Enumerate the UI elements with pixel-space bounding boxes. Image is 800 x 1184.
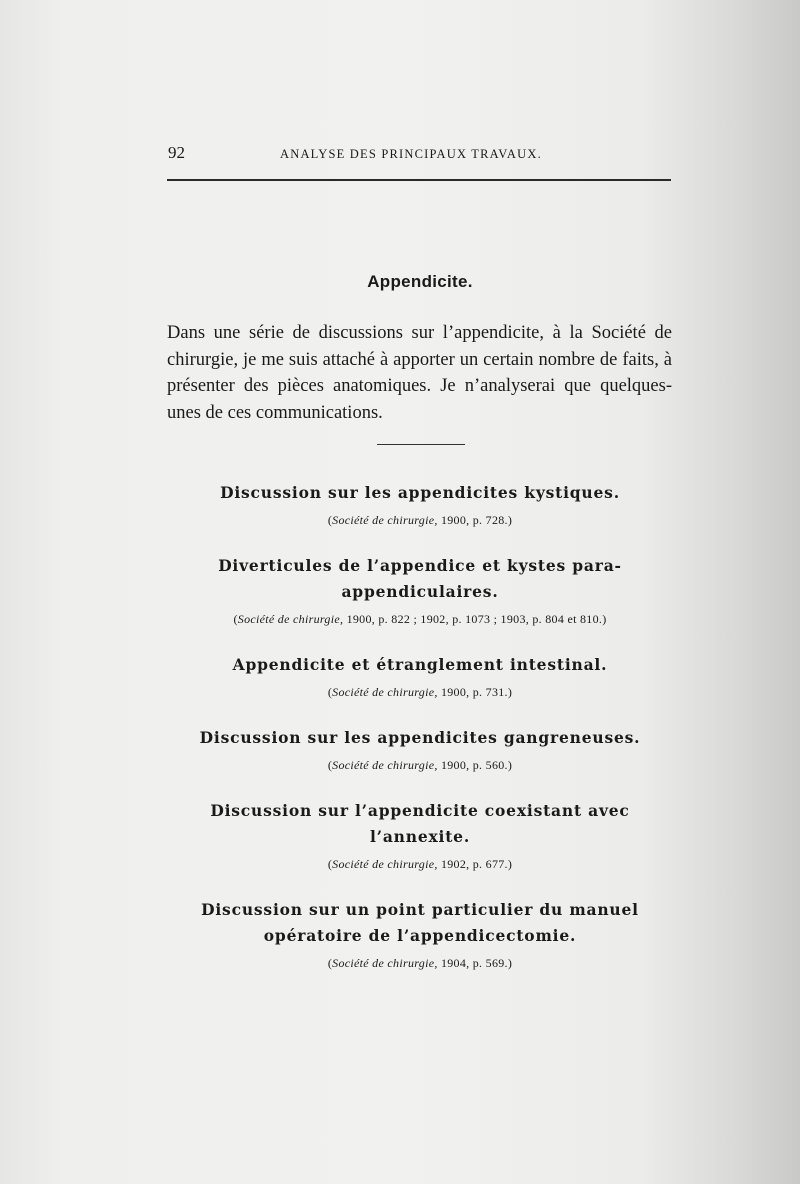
entry-title: Discussion sur l’appendicite coexistant avec l’annexite. bbox=[210, 801, 630, 846]
entry-reference: (Société de chirurgie, 1900, p. 560.) bbox=[327, 758, 513, 772]
reference-source: Société de chirurgie, bbox=[332, 956, 438, 970]
running-head bbox=[168, 143, 670, 165]
reference-details: 1904, p. 569. bbox=[440, 956, 508, 970]
section-title: Appendicite. bbox=[367, 272, 473, 291]
entry-item bbox=[150, 725, 690, 774]
entry-title: Appendicite et étranglement intestinal. bbox=[232, 655, 608, 674]
reference-details: 1900, p. 822 ; 1902, p. 1073 ; 1903, p. 804 et 810. bbox=[346, 612, 603, 626]
entry-reference: (Société de chirurgie, 1904, p. 569.) bbox=[327, 956, 513, 970]
entry-reference: (Société de chirurgie, 1902, p. 677.) bbox=[327, 857, 513, 871]
entry-reference: (Société de chirurgie, 1900, p. 728.) bbox=[327, 513, 513, 527]
section-divider bbox=[377, 444, 465, 445]
reference-source: Société de chirurgie, bbox=[237, 612, 344, 626]
entry-item bbox=[150, 897, 690, 972]
entry-title: Diverticules de l’appendice et kystes para-appendiculaires. bbox=[218, 556, 622, 601]
header-rule bbox=[167, 179, 671, 181]
entry-item bbox=[150, 798, 690, 873]
reference-details: 1902, p. 677. bbox=[440, 857, 508, 871]
reference-source: Société de chirurgie, bbox=[332, 857, 438, 871]
reference-source: Société de chirurgie, bbox=[332, 513, 438, 527]
reference-details: 1900, p. 728. bbox=[440, 513, 508, 527]
entry-item bbox=[150, 480, 690, 529]
entry-title: Discussion sur un point particulier du manuel opératoire de l’appendicectomie. bbox=[201, 900, 639, 945]
reference-details: 1900, p. 560. bbox=[440, 758, 508, 772]
reference-details: 1900, p. 731. bbox=[440, 685, 508, 699]
reference-source: Société de chirurgie, bbox=[332, 685, 438, 699]
intro-paragraph: Dans une série de discussions sur l’appendicite, à la Société de chirurgie, je me suis attaché à apporter un certain nombre de faits, à présenter des pièces anatomiques. Je n’analyserai que quelques-unes de ces communications. bbox=[167, 323, 672, 424]
page-number: 92 bbox=[168, 143, 185, 162]
entry-item bbox=[150, 553, 690, 628]
entry-reference: (Société de chirurgie, 1900, p. 731.) bbox=[327, 685, 513, 699]
entry-list bbox=[150, 480, 690, 972]
entry-title: Discussion sur les appendicites gangreneuses. bbox=[199, 728, 641, 747]
entry-title: Discussion sur les appendicites kystiques. bbox=[220, 483, 620, 502]
running-title: ANALYSE DES PRINCIPAUX TRAVAUX. bbox=[280, 147, 542, 161]
entry-reference: (Société de chirurgie, 1900, p. 822 ; 1902, p. 1073 ; 1903, p. 804 et 810.) bbox=[233, 612, 607, 626]
reference-source: Société de chirurgie, bbox=[332, 758, 438, 772]
entry-item bbox=[150, 652, 690, 701]
